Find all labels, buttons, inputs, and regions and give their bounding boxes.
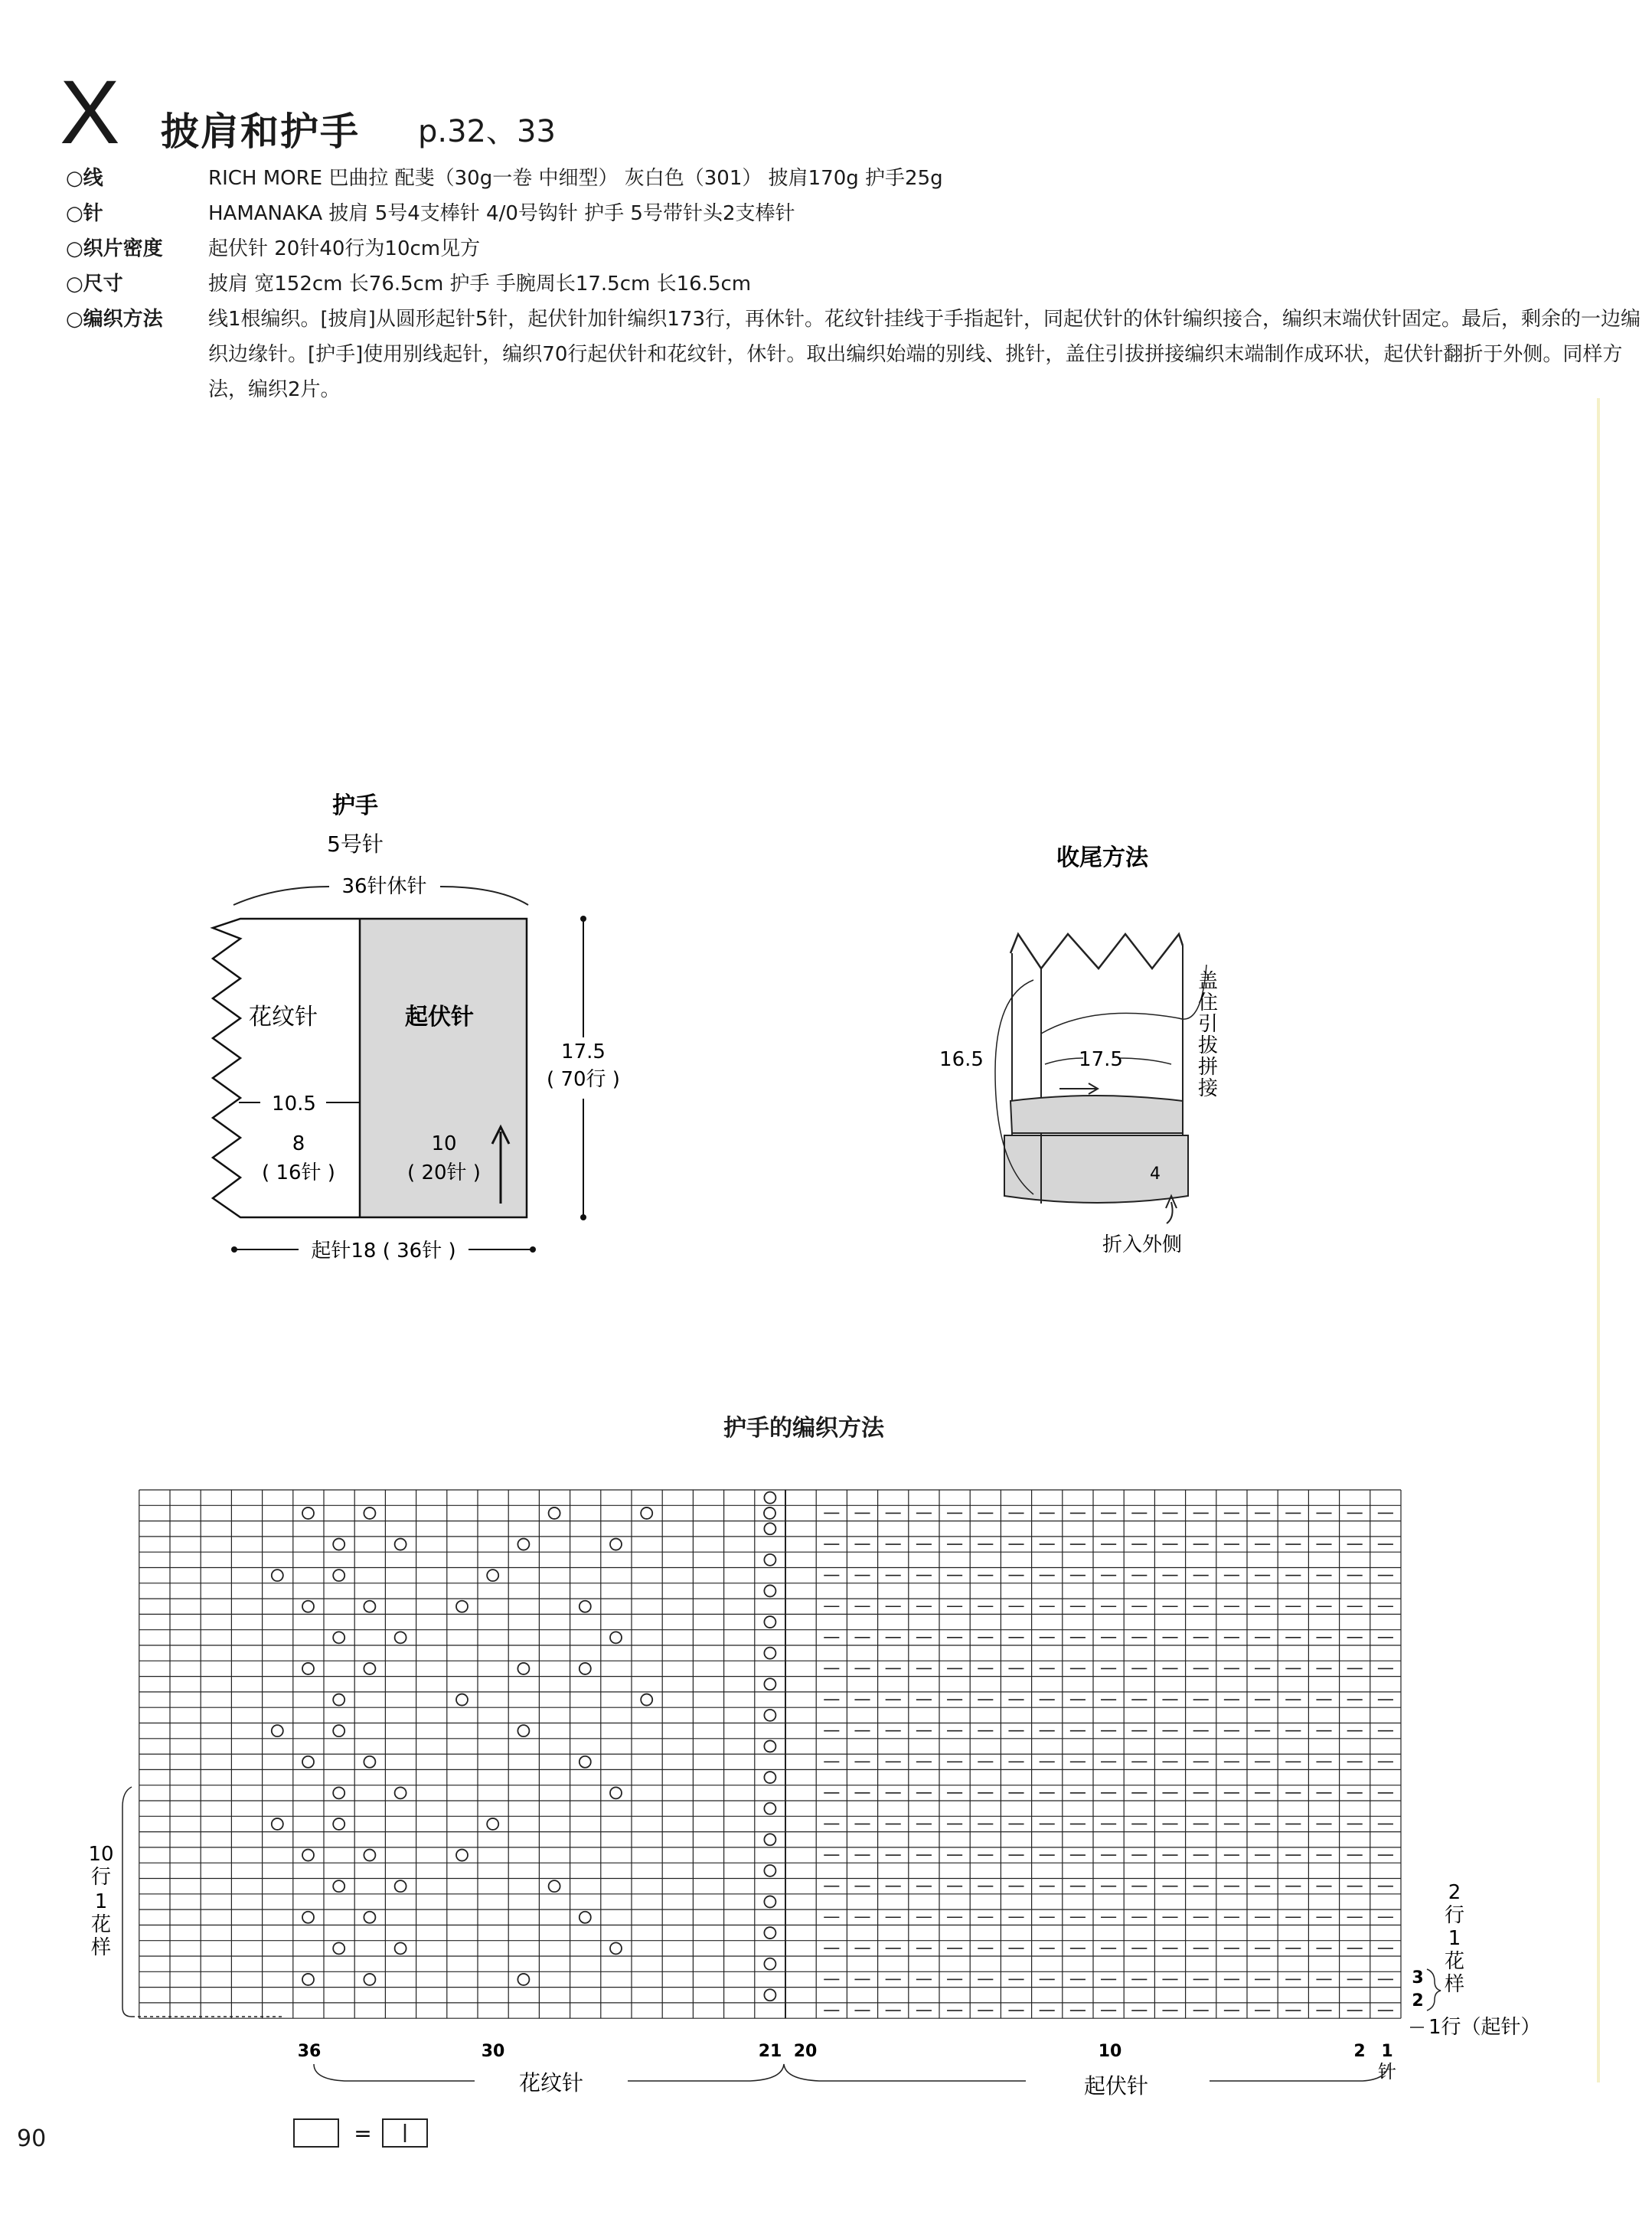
yarn-over-symbol (272, 1570, 283, 1581)
yarn-over-symbol (364, 1663, 375, 1674)
yarn-over-symbol (333, 1694, 344, 1706)
bottom-braces (314, 2064, 1389, 2081)
height-rows: ( 70行 ) (547, 1068, 620, 1091)
row-num-3: 3 (1412, 1968, 1424, 1988)
seam-label-3: 引 (1197, 1013, 1219, 1036)
row-num-2: 2 (1412, 1991, 1424, 2011)
spec-value: 线1根编织。[披肩]从圆形起针5针，起伏针加针编织173行，再休针。花纹针挂线于手指起针，同起伏针的休针编织接合，编织末端伏针固定。最后，剩余的一边编织边缘针。[护手]使用别线起针，编织70行起伏针和花纹针，休针。取出编织始端的别线、挑针，盖住引拔拼接编织末端制作成环状，起伏针翻折于外侧。同样方法，编织2片。 (208, 308, 1641, 401)
yarn-over-symbol (333, 1942, 344, 1954)
yarn-over-symbol (764, 1523, 775, 1534)
yarn-over-symbol (764, 1834, 775, 1845)
yarn-over-symbol (487, 1570, 498, 1581)
spec-label: ○编织方法 (66, 308, 163, 331)
row-num-1: 1行（起针） (1428, 2016, 1541, 2039)
page-title: 披肩和护手 (161, 109, 360, 154)
yarn-over-symbol (580, 1756, 591, 1768)
glove-title: 护手 (332, 792, 378, 819)
yarn-over-symbol (764, 1865, 775, 1877)
page-number: 90 (17, 2125, 47, 2152)
yarn-over-symbol (456, 1601, 468, 1612)
yarn-over-symbol (302, 1663, 314, 1674)
yarn-over-symbol (580, 1601, 591, 1612)
seam-label-1: 盖 (1197, 970, 1219, 993)
legend-equals: = (354, 2121, 372, 2146)
yarn-over-symbol (333, 1570, 344, 1581)
stitch-num-36: 36 (297, 2042, 322, 2061)
yarn-over-symbol (395, 1632, 406, 1643)
yarn-over-symbol (456, 1850, 468, 1861)
left-brace (122, 1787, 132, 2017)
pattern-region-label: 花纹针 (249, 1004, 318, 1031)
yarn-over-symbol (517, 1539, 529, 1550)
yarn-over-symbol (395, 1787, 406, 1798)
yarn-over-symbol (641, 1694, 652, 1706)
yarn-over-symbol (580, 1912, 591, 1923)
yarn-over-symbol (764, 1927, 775, 1939)
yarn-over-symbol (333, 1725, 344, 1736)
right-bottom-sts: ( 20针 ) (407, 1161, 481, 1184)
stitch-unit: 针 (1378, 2061, 1396, 2082)
yarn-over-symbol (302, 1912, 314, 1923)
left-bottom-cm: 8 (292, 1132, 305, 1155)
stitch-num-2: 2 (1353, 2042, 1366, 2061)
yarn-over-symbol (764, 1492, 775, 1504)
yarn-over-symbol (364, 1974, 375, 1985)
seam-label-6: 接 (1197, 1077, 1219, 1100)
spec-label: ○尺寸 (66, 273, 123, 296)
left-side-3: 1 (94, 1890, 108, 1913)
yarn-over-symbol (764, 1710, 775, 1721)
yarn-over-symbol (487, 1818, 498, 1830)
finish-title: 收尾方法 (1056, 844, 1148, 871)
yarn-over-symbol (364, 1601, 375, 1612)
yarn-over-symbol (764, 1678, 775, 1690)
height-dot-bottom (580, 1214, 586, 1220)
yarn-over-symbol (764, 1740, 775, 1752)
yarn-over-symbol (302, 1507, 314, 1519)
yarn-over-symbol (764, 1507, 775, 1519)
right-side-3: 1 (1448, 1927, 1461, 1950)
left-side-2: 行 (90, 1866, 112, 1889)
height-cm: 17.5 (561, 1040, 606, 1063)
right-brace (1427, 1969, 1441, 2011)
right-bottom-cm: 10 (431, 1132, 457, 1155)
yarn-over-symbol (764, 1958, 775, 1970)
yarn-over-symbol (610, 1539, 622, 1550)
left-bottom-sts: ( 16针 ) (262, 1161, 335, 1184)
yarn-over-symbol (364, 1756, 375, 1768)
knitting-chart (0, 1455, 1608, 2159)
yarn-over-symbol (364, 1912, 375, 1923)
garter-region-label: 起伏针 (405, 1004, 474, 1031)
spec-label: ○线 (66, 167, 103, 190)
right-side-2: 行 (1444, 1904, 1465, 1927)
right-side-4: 花 (1444, 1950, 1465, 1973)
pattern-stitch-label: 花纹针 (518, 2070, 584, 2095)
stitch-num-20: 20 (793, 2042, 818, 2061)
seam-pointer (1041, 965, 1206, 1034)
yarn-over-symbol (764, 1554, 775, 1566)
fold-label: 折入外侧 (1102, 1233, 1183, 1256)
yarn-over-symbol (517, 1663, 529, 1674)
spec-label: ○针 (66, 202, 103, 225)
top-label: 36针休针 (341, 875, 427, 898)
yarn-over-symbol (333, 1787, 344, 1798)
yarn-over-symbol (364, 1507, 375, 1519)
garter-band (1010, 1096, 1183, 1133)
yarn-over-symbol (272, 1725, 283, 1736)
yarn-over-symbol (395, 1942, 406, 1954)
yarn-over-symbol (302, 1850, 314, 1861)
right-side-1: 2 (1448, 1881, 1461, 1904)
spec-value: 起伏针 20针40行为10cm见方 (208, 237, 481, 260)
spec-label: ○织片密度 (66, 237, 163, 260)
right-side-5: 样 (1444, 1973, 1465, 1996)
yarn-over-symbol (764, 1772, 775, 1783)
stitch-num-21: 21 (758, 2042, 782, 2061)
glove-schematic (176, 781, 620, 1271)
yarn-over-symbol (641, 1507, 652, 1519)
left-side-5: 样 (90, 1936, 112, 1959)
stitch-num-30: 30 (481, 2042, 505, 2061)
yarn-over-symbol (456, 1694, 468, 1706)
yarn-over-symbol (764, 1803, 775, 1815)
seam-label-4: 拔 (1197, 1034, 1219, 1057)
yarn-over-symbol (764, 1989, 775, 2001)
glove-needle: 5号针 (327, 831, 384, 857)
left-side-1: 10 (88, 1843, 114, 1866)
seam-label-2: 住 (1197, 991, 1219, 1014)
yarn-over-symbol (764, 1648, 775, 1659)
fold-depth: 4 (1150, 1164, 1161, 1184)
yarn-over-symbol (302, 1974, 314, 1985)
yarn-over-symbol (517, 1974, 529, 1985)
yarn-over-symbol (395, 1880, 406, 1892)
yarn-over-symbol (764, 1585, 775, 1596)
yarn-over-symbol (610, 1787, 622, 1798)
yarn-over-symbol (549, 1507, 560, 1519)
spec-value: 披肩 宽152cm 长76.5cm 护手 手腕周长17.5cm 长16.5cm (208, 273, 752, 296)
yarn-over-symbol (333, 1818, 344, 1830)
chart-symbols (272, 1492, 1393, 2011)
chart-title: 护手的编织方法 (723, 1415, 884, 1442)
left-width: 10.5 (272, 1093, 316, 1116)
yarn-over-symbol (364, 1850, 375, 1861)
yarn-over-symbol (302, 1756, 314, 1768)
spec-value: RICH MORE 巴曲拉 配斐（30g一卷 中细型） 灰白色（301） 披肩170g 护手25g (208, 167, 943, 190)
bottom-label: 起针18 ( 36针 ) (311, 1240, 456, 1262)
yarn-over-symbol (764, 1616, 775, 1628)
bottom-dot-right (530, 1246, 536, 1253)
seam-label-5: 拼 (1197, 1056, 1219, 1079)
yarn-over-symbol (395, 1539, 406, 1550)
yarn-over-symbol (610, 1942, 622, 1954)
yarn-over-symbol (580, 1663, 591, 1674)
circumference-label: 17.5 (1079, 1048, 1123, 1071)
left-side-4: 花 (90, 1913, 112, 1936)
finishing-diagram (919, 842, 1240, 1271)
yarn-over-symbol (302, 1601, 314, 1612)
zigzag-edge (1010, 934, 1183, 969)
yarn-over-symbol (333, 1880, 344, 1892)
pattern-letter: X (60, 62, 120, 163)
spec-value: HAMANAKA 披肩 5号4支棒针 4/0号钩针 护手 5号带针头2支棒针 (208, 202, 795, 225)
yarn-over-symbol (333, 1539, 344, 1550)
yarn-over-symbol (517, 1725, 529, 1736)
yarn-over-symbol (764, 1896, 775, 1907)
length-label: 16.5 (939, 1048, 984, 1071)
stitch-num-1: 1 (1381, 2042, 1393, 2061)
garter-stitch-label: 起伏针 (1083, 2073, 1149, 2099)
yarn-over-symbol (610, 1632, 622, 1643)
legend-blank-cell (294, 2119, 338, 2147)
stitch-num-10: 10 (1098, 2042, 1122, 2061)
page-reference: p.32、33 (418, 114, 556, 149)
bottom-dot-left (231, 1246, 237, 1253)
yarn-over-symbol (333, 1632, 344, 1643)
yarn-over-symbol (549, 1880, 560, 1892)
height-dot-top (580, 916, 586, 922)
yarn-over-symbol (272, 1818, 283, 1830)
